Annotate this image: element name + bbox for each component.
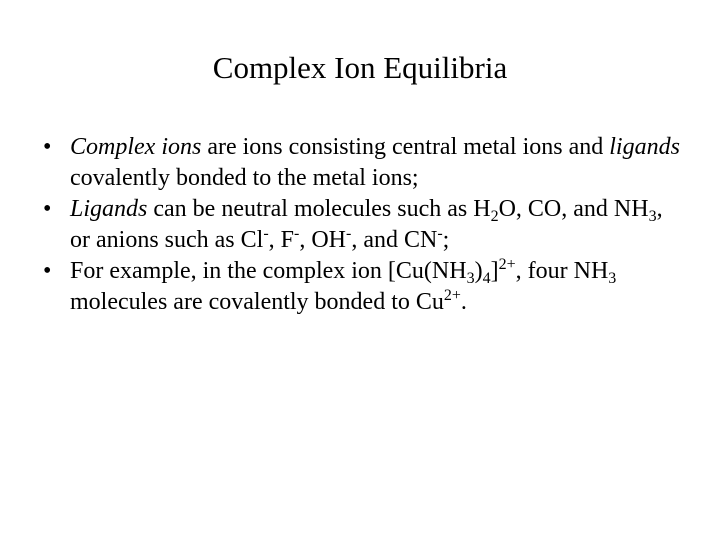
superscript: 2+: [443, 287, 461, 304]
bullet-marker: •: [43, 258, 52, 284]
bullet-item-example: [43, 256, 683, 318]
bullet-text: For example, in the complex ion [Cu(NH: [70, 258, 467, 284]
bullet-text: are ions consisting central metal ions and: [201, 134, 610, 160]
bullet-text: , or anions such as Cl: [70, 196, 663, 253]
subscript: 2: [490, 208, 499, 225]
subscript: 3: [648, 208, 657, 225]
bullet-item-ligands: [43, 194, 683, 256]
term-ligands: ligands: [609, 134, 680, 160]
bullet-text: , four NH: [515, 258, 609, 284]
bullet-text: O, CO, and NH: [498, 196, 649, 222]
bullet-text: .: [460, 289, 467, 315]
bullet-text: molecules are covalently bonded to Cu: [70, 289, 444, 315]
bullet-text: ): [474, 258, 483, 284]
superscript: -: [346, 225, 352, 242]
bullet-marker: •: [43, 196, 52, 222]
term-complex-ions: Complex ions: [70, 134, 202, 160]
bullet-item-complex-ions: [43, 132, 683, 194]
bullet-text: ;: [442, 227, 450, 253]
bullet-text: , F: [268, 227, 294, 253]
slide-title: Complex Ion Equilibria: [212, 50, 508, 85]
bullet-text: can be neutral molecules such as H: [147, 196, 491, 222]
subscript: 3: [466, 270, 475, 287]
bullet-text: covalently bonded to the metal ions;: [70, 165, 419, 191]
subscript: 3: [608, 270, 617, 287]
superscript: -: [294, 225, 300, 242]
superscript: 2+: [498, 256, 516, 273]
superscript: -: [437, 225, 443, 242]
subscript: 4: [482, 270, 491, 287]
superscript: -: [263, 225, 269, 242]
bullet-text: , OH: [299, 227, 346, 253]
bullet-list: [43, 132, 683, 318]
bullet-text: , and CN: [351, 227, 438, 253]
bullet-text: ]: [490, 258, 499, 284]
term-ligands: Ligands: [70, 196, 148, 222]
bullet-marker: •: [43, 134, 52, 160]
